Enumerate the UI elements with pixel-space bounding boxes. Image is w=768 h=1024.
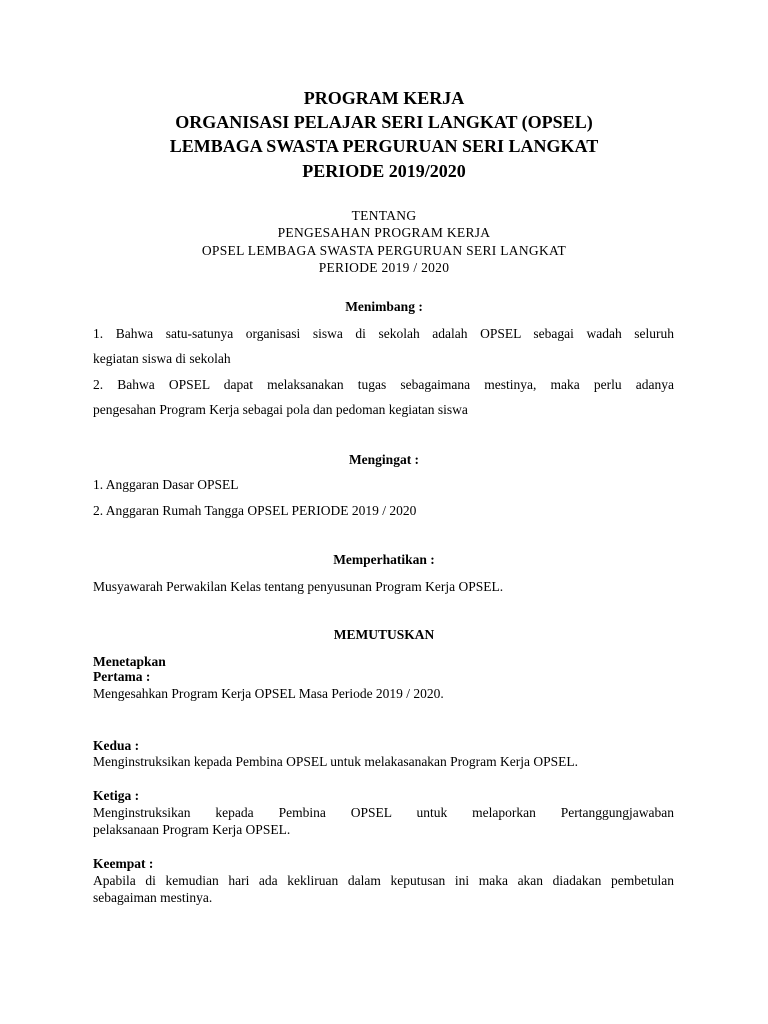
menimbang-item-2-line-1: 2. Bahwa OPSEL dapat melaksanakan tugas sebagaimana mestinya, maka perlu adanya [93, 377, 674, 392]
doc-title-line-2: ORGANISASI PELAJAR SERI LANGKAT (OPSEL) [175, 112, 593, 132]
ketiga-text-line-1: Menginstruksikan kepada Pembina OPSEL untuk melaporkan Pertanggungjawaban [93, 805, 674, 820]
pertama-text: Mengesahkan Program Kerja OPSEL Masa Periode 2019 / 2020. [93, 686, 444, 701]
subtitle-line-3: OPSEL LEMBAGA SWASTA PERGURUAN SERI LANGKAT [201, 243, 567, 258]
pertama-label: Pertama : [93, 669, 151, 684]
memperhatikan-heading: Memperhatikan : [333, 552, 435, 567]
subtitle-line-2: PENGESAHAN PROGRAM KERJA [277, 225, 491, 240]
memutuskan-heading: MEMUTUSKAN [333, 627, 435, 642]
menimbang-heading: Menimbang : [345, 299, 423, 314]
doc-title-line-1: PROGRAM KERJA [303, 88, 465, 108]
keempat-label: Keempat : [93, 856, 154, 871]
mengingat-heading: Mengingat : [348, 452, 420, 467]
doc-title-line-4: PERIODE 2019/2020 [302, 161, 466, 181]
keempat-text-line-2: sebagaiman mestinya. [93, 890, 213, 905]
ketiga-label: Ketiga : [93, 788, 140, 803]
kedua-label: Kedua : [93, 738, 140, 753]
keempat-text-line-1: Apabila di kemudian hari ada kekliruan dalam keputusan ini maka akan diadakan pembetulan [93, 873, 674, 888]
menimbang-item-2-line-2: pengesahan Program Kerja sebagai pola dan pedoman kegiatan siswa [93, 402, 468, 417]
doc-title-line-3: LEMBAGA SWASTA PERGURUAN SERI LANGKAT [169, 136, 599, 156]
subtitle-line-1: TENTANG [351, 208, 417, 223]
kedua-text: Menginstruksikan kepada Pembina OPSEL untuk melakasanakan Program Kerja OPSEL. [93, 754, 579, 769]
mengingat-item-1: 1. Anggaran Dasar OPSEL [93, 477, 239, 492]
ketiga-text-line-2: pelaksanaan Program Kerja OPSEL. [93, 822, 291, 837]
menimbang-item-1-line-2: kegiatan siswa di sekolah [93, 351, 231, 366]
memperhatikan-text: Musyawarah Perwakilan Kelas tentang penyusunan Program Kerja OPSEL. [93, 579, 504, 594]
subtitle-line-4: PERIODE 2019 / 2020 [318, 260, 450, 275]
menimbang-item-1-line-1: 1. Bahwa satu-satunya organisasi siswa di sekolah adalah OPSEL sebagai wadah seluruh [93, 326, 674, 341]
mengingat-item-2: 2. Anggaran Rumah Tangga OPSEL PERIODE 2019 / 2020 [93, 503, 417, 518]
menetapkan-label: Menetapkan [93, 654, 166, 669]
